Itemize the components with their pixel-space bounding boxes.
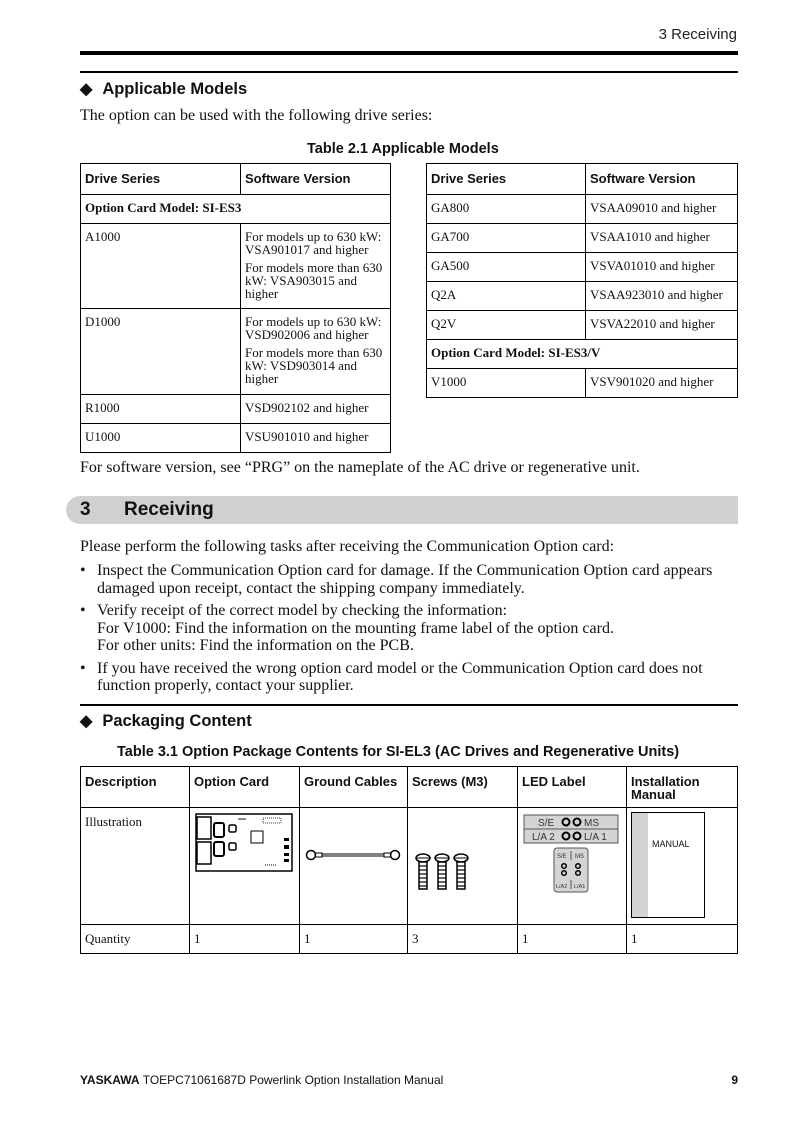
header-rule [80, 51, 738, 55]
table-row: GA500 VSVA01010 and higher [427, 253, 738, 282]
applicable-models-heading: ◆ Applicable Models [80, 79, 248, 98]
table-2-1-caption: Table 2.1 Applicable Models [307, 141, 499, 157]
table-3-1-caption: Table 3.1 Option Package Contents for SI-EL3 (AC Drives and Regenerative Units) [117, 744, 680, 760]
table-row: GA800 VSAA09010 and higher [427, 195, 738, 224]
manual-illustration [627, 808, 738, 925]
svg-text:MS: MS [584, 818, 599, 829]
svg-text:S/E: S/E [557, 854, 567, 860]
applicable-models-table-left [80, 163, 391, 453]
list-item: • Inspect the Communication Option card for damage. If the Communication Option card appears damaged upon receipt, contact the shipping company immediately. [80, 562, 740, 597]
col-drive-series: Drive Series [427, 164, 586, 195]
applicable-models-intro: The option can be used with the following drive series: [80, 107, 433, 124]
svg-text:L/A2: L/A2 [556, 884, 568, 890]
list-item: • If you have received the wrong option card model or the Communication Option card does not function properly, contact your supplier. [80, 660, 740, 695]
svg-text:L/A 2: L/A 2 [532, 832, 555, 843]
col-drive-series: Drive Series [81, 164, 241, 195]
table-row: Q2A VSAA923010 and higher [427, 282, 738, 311]
illustration-label: Illustration [81, 808, 190, 925]
applicable-models-table-right [426, 163, 738, 398]
receiving-intro: Please perform the following tasks after receiving the Communication Option card: [80, 538, 615, 555]
svg-text:L/A1: L/A1 [574, 884, 586, 890]
screw-icon [414, 853, 474, 893]
diamond-bullet-icon: ◆ [80, 713, 93, 730]
software-version-note: For software version, see “PRG” on the nameplate of the AC drive or regenerative unit. [80, 459, 640, 476]
svg-text:MS: MS [575, 854, 584, 860]
led-label-icon [522, 813, 622, 897]
table-row: D1000 For models up to 630 kW: VSD902006 and higher For models more than 630 kW: VSD903014 and higher [81, 309, 391, 395]
option-card-model-row: Option Card Model: SI-ES3 [81, 195, 391, 224]
page-number: 9 [731, 1073, 738, 1087]
col-software-version: Software Version [586, 164, 738, 195]
svg-text:S/E: S/E [538, 818, 555, 829]
screws-illustration [408, 808, 518, 925]
section-heading-receiving: 3 Receiving [66, 496, 738, 524]
list-item: • Verify receipt of the correct model by checking the information: For V1000: Find the information on the mounting frame label of the option card. For other units: Find the information on the PCB. [80, 602, 740, 655]
table-row: Q2V VSVA22010 and higher [427, 311, 738, 340]
section-rule [80, 71, 738, 73]
page-footer [80, 1073, 738, 1087]
option-card-icon [195, 813, 295, 875]
table-row: R1000 VSD902102 and higher [81, 395, 391, 424]
footer-doc-title: TOEPC71061687D Powerlink Option Installation Manual [142, 1073, 444, 1087]
diamond-bullet-icon: ◆ [80, 81, 93, 98]
manual-icon: MANUAL [631, 812, 705, 918]
ground-cable-illustration [300, 808, 408, 925]
package-contents-table: Description Option Card Ground Cables Screws (M3) LED Label Installation Manual Illustration S/E MS L/A 2 L/A 1 S/E MS L/A2 L/A1 MANUAL Quantity 1 1 3 1 1 [80, 766, 738, 954]
option-card-model-row: Option Card Model: SI-ES3/V [427, 340, 738, 369]
receiving-task-list [80, 562, 740, 700]
table-row: A1000 For models up to 630 kW: VSA901017 and higher For models more than 630 kW: VSA903015 and higher [81, 224, 391, 309]
subsection-rule [80, 704, 738, 706]
running-header: 3 Receiving [658, 26, 737, 43]
option-card-illustration [190, 808, 300, 925]
footer-brand: YASKAWA [80, 1073, 140, 1087]
led-label-illustration [518, 808, 627, 925]
table-row: V1000 VSV901020 and higher [427, 369, 738, 398]
table-row: U1000 VSU901010 and higher [81, 424, 391, 453]
table-row: GA700 VSAA1010 and higher [427, 224, 738, 253]
quantity-row: Quantity 1 1 3 1 1 [81, 925, 738, 954]
ground-cable-icon [305, 848, 401, 862]
svg-text:L/A 1: L/A 1 [584, 832, 607, 843]
packaging-content-heading: ◆ Packaging Content [80, 711, 252, 730]
col-software-version: Software Version [241, 164, 391, 195]
